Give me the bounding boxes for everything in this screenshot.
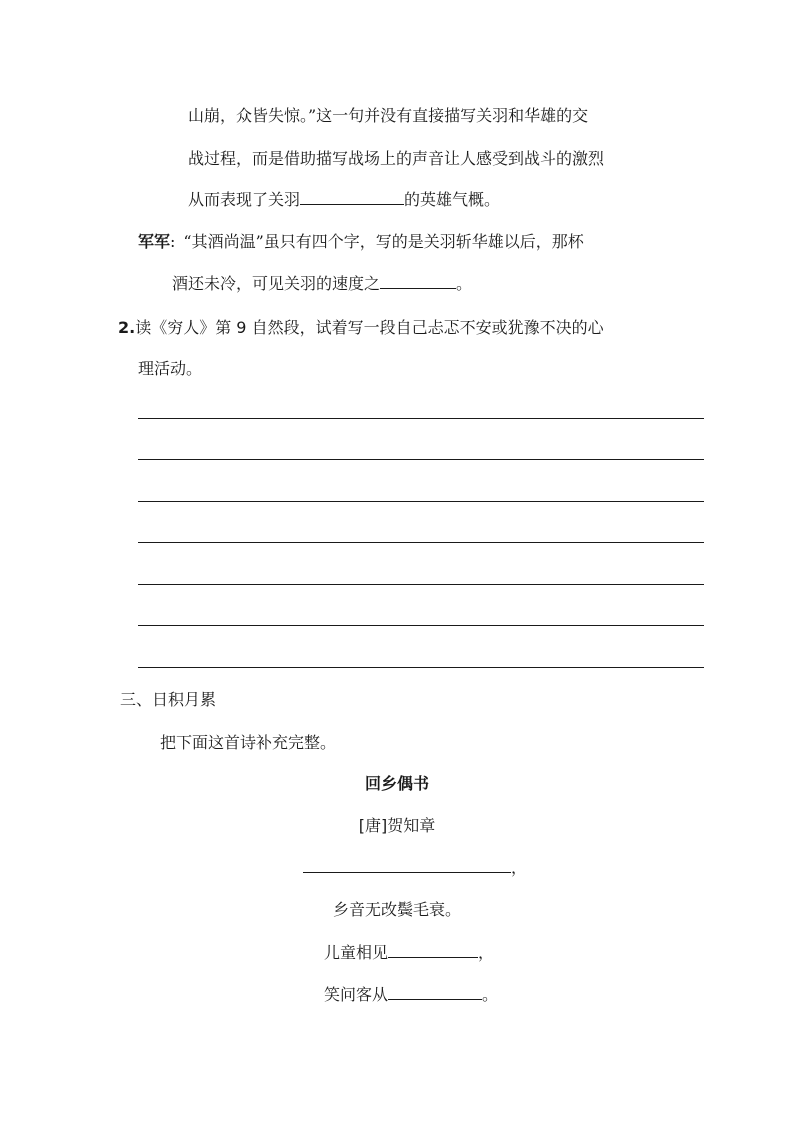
fill-blank-poem-line-3[interactable] bbox=[388, 943, 478, 958]
poem-line-3 bbox=[324, 943, 494, 963]
fill-blank-poem-line-1[interactable] bbox=[303, 858, 511, 873]
passage-line-1: 山崩，众皆失惊。”这一句并没有直接描写关羽和华雄的交 bbox=[188, 106, 589, 125]
poem-line-4 bbox=[324, 985, 498, 1005]
poem-author: [唐]贺知章 bbox=[358, 816, 436, 835]
writing-line-1[interactable] bbox=[138, 418, 704, 419]
section-3-heading: 三、日积月累 bbox=[120, 690, 217, 709]
poem-line-4-before: 笑问客从 bbox=[324, 985, 389, 1004]
passage-line-3-before: 从而表现了关羽 bbox=[188, 190, 301, 209]
speaker-name: 军军 bbox=[138, 232, 171, 251]
passage-line-5 bbox=[172, 274, 472, 294]
writing-line-2[interactable] bbox=[138, 459, 704, 460]
poem-line-1-after: ， bbox=[511, 858, 528, 877]
poem-line-3-after: ， bbox=[478, 943, 495, 962]
writing-line-5[interactable] bbox=[138, 584, 704, 585]
question-2-number: 2. bbox=[118, 318, 136, 337]
poem-line-4-after: 。 bbox=[482, 985, 499, 1004]
question-2-line-2: 理活动。 bbox=[138, 359, 203, 378]
speaker-colon: : bbox=[170, 232, 176, 251]
passage-line-3-after: 的英雄气概。 bbox=[404, 190, 501, 209]
writing-line-6[interactable] bbox=[138, 625, 704, 626]
passage-line-3 bbox=[188, 190, 500, 210]
poem-line-3-before: 儿童相见 bbox=[324, 943, 389, 962]
passage-line-4-text: “其酒尚温”虽只有四个字，写的是关羽斩华雄以后，那杯 bbox=[183, 232, 584, 251]
writing-line-3[interactable] bbox=[138, 501, 704, 502]
passage-line-5-after: 。 bbox=[456, 274, 473, 293]
passage-line-2: 战过程，而是借助描写战场上的声音让人感受到战斗的激烈 bbox=[188, 149, 605, 168]
fill-blank-speed[interactable] bbox=[380, 274, 456, 289]
poem-line-1 bbox=[303, 858, 527, 878]
writing-line-4[interactable] bbox=[138, 542, 704, 543]
fill-blank-poem-line-4[interactable] bbox=[388, 985, 482, 1000]
poem-title: 回乡偶书 bbox=[364, 774, 429, 793]
section-3-instruction: 把下面这首诗补充完整。 bbox=[160, 733, 337, 752]
fill-blank-heroism[interactable] bbox=[300, 190, 404, 205]
passage-line-5-before: 酒还未冷，可见关羽的速度之 bbox=[172, 274, 381, 293]
poem-line-2: 乡音无改鬓毛衰。 bbox=[332, 900, 461, 919]
question-2-line-1 bbox=[118, 318, 604, 338]
question-2-text: 读《穷人》第 9 自然段，试着写一段自己忐忑不安或犹豫不决的心 bbox=[135, 318, 604, 337]
passage-line-4 bbox=[138, 232, 584, 252]
writing-line-7[interactable] bbox=[138, 667, 704, 668]
